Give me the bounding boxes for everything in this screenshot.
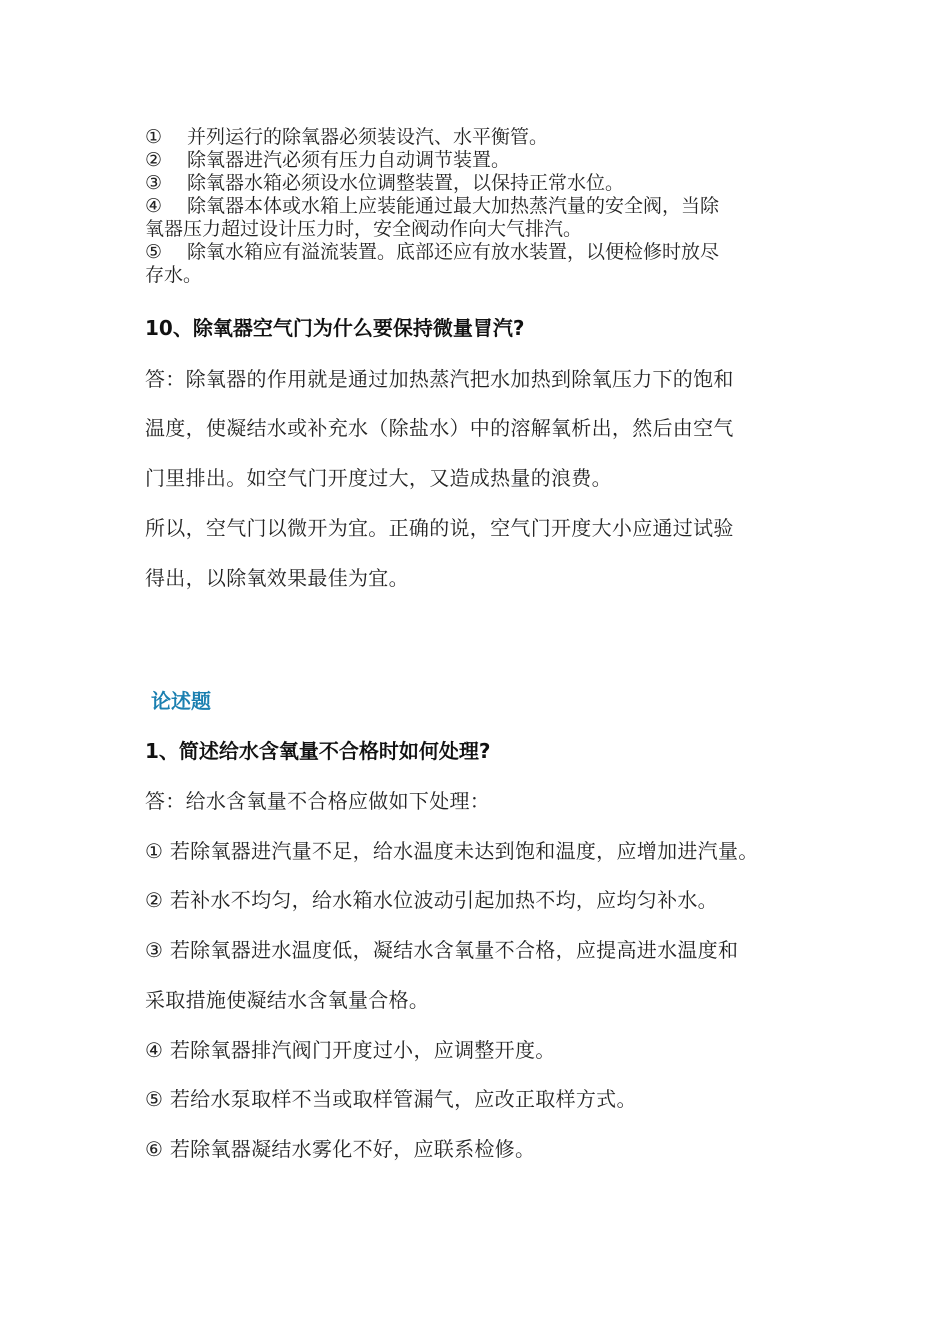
answer-line: ③ 若除氧器进水温度低，凝结水含氧量不合格，应提高进水温度和 [145, 938, 739, 962]
answer-line: ① 若除氧器进汽量不足，给水温度未达到饱和温度，应增加进汽量。 [145, 839, 759, 863]
question-10-title: 10、除氧器空气门为什么要保持微量冒汽? [145, 316, 525, 340]
list-number: ④ [145, 195, 163, 217]
list-item [145, 172, 805, 195]
answer-line: 答：给水含氧量不合格应做如下处理： [145, 789, 491, 813]
list-item [145, 149, 805, 172]
answer-line: ⑤ 若给水泵取样不当或取样管漏气，应改正取样方式。 [145, 1087, 637, 1111]
list-item [145, 195, 805, 218]
list-number: ⑤ [145, 241, 163, 263]
answer-line: 采取措施使凝结水含氧量合格。 [145, 988, 430, 1012]
list-number: ② [145, 149, 163, 171]
answer-line: 门里排出。如空气门开度过大，又造成热量的浪费。 [145, 466, 612, 490]
answer-line: 温度，使凝结水或补充水（除盐水）中的溶解氧析出，然后由空气 [145, 416, 734, 440]
list-item-continuation: 氧器压力超过设计压力时，安全阀动作向大气排汽。 [145, 218, 583, 240]
list-text: 除氧器进汽必须有压力自动调节装置。 [187, 149, 511, 171]
list-text: 除氧水箱应有溢流装置。底部还应有放水装置，以便检修时放尽 [187, 241, 720, 263]
answer-line: ⑥ 若除氧器凝结水雾化不好，应联系检修。 [145, 1137, 536, 1161]
list-item [145, 126, 805, 149]
answer-line: ④ 若除氧器排汽阀门开度过小，应调整开度。 [145, 1038, 556, 1062]
list-item-continuation: 存水。 [145, 264, 203, 286]
section-heading: 论述题 [151, 689, 211, 713]
answer-line: 答：除氧器的作用就是通过加热蒸汽把水加热到除氧压力下的饱和 [145, 367, 734, 391]
list-text: 除氧器水箱必须设水位调整装置，以保持正常水位。 [187, 172, 625, 194]
list-number: ① [145, 126, 163, 148]
answer-line: 所以，空气门以微开为宜。正确的说，空气门开度大小应通过试验 [145, 516, 734, 540]
list-number: ③ [145, 172, 163, 194]
list-text: 并列运行的除氧器必须装设汽、水平衡管。 [187, 126, 549, 148]
question-1-title: 1、简述给水含氧量不合格时如何处理? [145, 739, 491, 763]
list-text: 除氧器本体或水箱上应装能通过最大加热蒸汽量的安全阀，当除 [187, 195, 720, 217]
requirements-list [145, 126, 805, 287]
list-item [145, 241, 805, 264]
answer-line: ② 若补水不均匀，给水箱水位波动引起加热不均，应均匀补水。 [145, 888, 718, 912]
answer-line: 得出，以除氧效果最佳为宜。 [145, 566, 409, 590]
